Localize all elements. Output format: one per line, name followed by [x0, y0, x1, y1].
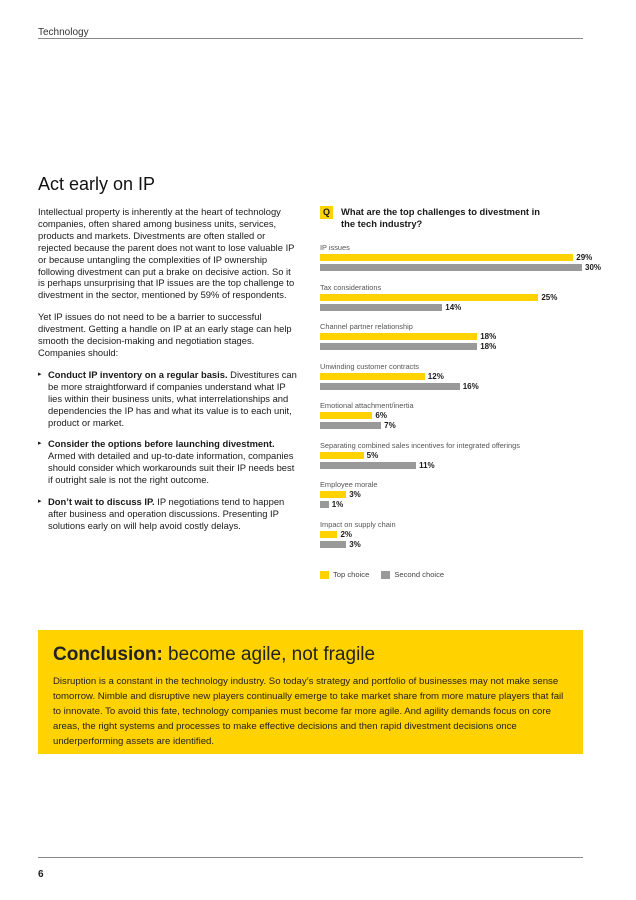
bar-second [320, 343, 477, 350]
list-item [38, 369, 300, 429]
bar-row [320, 263, 610, 273]
bar-top [320, 491, 346, 498]
paragraph-1: Intellectual property is inherently at the heart of technology companies, often shared among business units, services, products and markets. Divestments are often stalled or rejected because the parent does not want to lose valuable IP or because untangling the complexities of IP ownership following divestment can put a brake on decisive action. So it is perhaps unsurprising that IP issues are the top challenge to divestment in the sector, mentioned by 59% of respondents. [38, 206, 295, 301]
bar-top [320, 333, 477, 340]
list-item-text: Armed with detailed and up-to-date information, companies should consider which workarounds suit their IP needs best if outright sale is not the right outcome. [48, 450, 295, 486]
data-label: 3% [349, 490, 361, 499]
bar-second [320, 541, 346, 548]
legend-item-top [320, 570, 369, 579]
bar-top [320, 254, 573, 261]
conclusion-text: Disruption is a constant in the technology industry. So today’s strategy and portfolio of businesses may not make sense tomorrow. Nimble and disruptive new players continually emerge to take market share from more mature players that fail to innovate. To avoid this fate, technology companies must become far more agile. And agility demands focus on core areas, the right systems and processes to make effective decisions and then rapid divestment decisions once underperforming assets are identified. [53, 676, 564, 747]
data-label: 2% [340, 529, 353, 539]
bar-second [320, 501, 329, 508]
paragraph-2: Yet IP issues do not need to be a barrier to successful divestment. Getting a handle on IP at an early stage can help smooth the decision-making and negotiation stages. Companies should: [38, 311, 292, 358]
conclusion-heading [53, 644, 375, 666]
body-text [38, 206, 300, 542]
data-label: 18% [480, 332, 497, 341]
data-label: 25% [541, 292, 558, 302]
data-label: 16% [462, 381, 479, 391]
chart-category [320, 400, 610, 440]
bar-row [320, 253, 610, 263]
chart-title: What are the top challenges to divestment in the tech industry? [341, 206, 540, 229]
chart-category [320, 321, 610, 361]
list-item-text: IP negotiations tend to happen after business and operation discussions. Presenting IP solutions early on will help avoid costly delays. [48, 496, 285, 531]
category-label: Tax considerations [320, 282, 382, 292]
category-label: Emotional attachment/inertia [320, 401, 414, 410]
list-item [38, 438, 300, 486]
bar-row [320, 540, 610, 550]
data-label: 6% [375, 411, 387, 420]
bar-row [320, 451, 610, 461]
bar-top [320, 531, 337, 538]
bar-row [320, 332, 610, 342]
category-label: Employee morale [320, 480, 378, 489]
conclusion-heading-bold: Conclusion: [53, 644, 163, 665]
data-label: 29% [576, 253, 593, 262]
data-label: 14% [445, 302, 462, 312]
list-item [38, 496, 300, 532]
data-label: 3% [349, 539, 361, 549]
chart-category [320, 242, 610, 282]
chart-category [320, 361, 610, 401]
bar-second [320, 422, 381, 429]
question-badge: Q [320, 206, 333, 219]
bar-top [320, 373, 425, 380]
list-item-bold: Don’t wait to discuss IP. [48, 496, 155, 508]
chart-legend [320, 570, 456, 579]
conclusion-box [38, 630, 583, 754]
challenges-chart [320, 206, 610, 579]
data-label: 5% [366, 450, 379, 460]
data-label: 1% [331, 500, 344, 509]
list-item-text: Divestitures can be more straightforward if companies understand what IP lies within their business units, what interrelationships and dependencies the IP has and what its value is to each unit, product or market. [48, 368, 297, 428]
chart-category [320, 282, 610, 322]
bar-row [320, 461, 610, 471]
chart-categories [320, 242, 610, 558]
legend-swatch-top [320, 571, 329, 579]
bar-row [320, 490, 610, 500]
data-label: 18% [480, 342, 497, 351]
recommendation-list [38, 369, 300, 532]
bar-row [320, 342, 610, 352]
list-item-bold: Consider the options before launching divestment. [48, 438, 275, 450]
bar-second [320, 264, 582, 271]
footer-divider [38, 857, 583, 858]
legend-label-second: Second choice [394, 570, 445, 579]
data-label: 30% [585, 263, 602, 272]
bar-row [320, 372, 610, 382]
category-label: Unwinding customer contracts [320, 361, 419, 371]
chart-category [320, 440, 610, 480]
data-label: 11% [419, 460, 435, 470]
bar-row [320, 500, 610, 510]
category-label: Separating combined sales incentives for integrated offerings [320, 440, 520, 450]
category-label: Channel partner relationship [320, 322, 413, 331]
conclusion-heading-rest: become agile, not fragile [162, 644, 376, 665]
category-label: IP issues [320, 243, 350, 252]
bar-row [320, 382, 610, 392]
page-number: 6 [38, 869, 44, 880]
bar-row [320, 530, 610, 540]
bar-row [320, 303, 610, 313]
bar-second [320, 462, 416, 469]
data-label: 7% [384, 421, 396, 430]
page-header [38, 22, 583, 39]
list-item-bold: Conduct IP inventory on a regular basis. [48, 368, 228, 380]
bar-row [320, 421, 610, 431]
data-label: 12% [427, 371, 444, 381]
legend-item-second [381, 570, 444, 579]
chart-category [320, 519, 610, 559]
bar-second [320, 304, 442, 311]
bar-row [320, 293, 610, 303]
chart-question [320, 206, 610, 230]
bar-second [320, 383, 460, 390]
bar-top [320, 412, 372, 419]
legend-swatch-second [381, 571, 390, 579]
category-label: Impact on supply chain [320, 519, 396, 529]
bar-top [320, 452, 364, 459]
section-title: Act early on IP [38, 174, 156, 194]
section-label: Technology [38, 27, 89, 38]
bar-top [320, 294, 538, 301]
legend-label-top: Top choice [333, 570, 370, 579]
chart-category [320, 479, 610, 519]
bar-row [320, 411, 610, 421]
